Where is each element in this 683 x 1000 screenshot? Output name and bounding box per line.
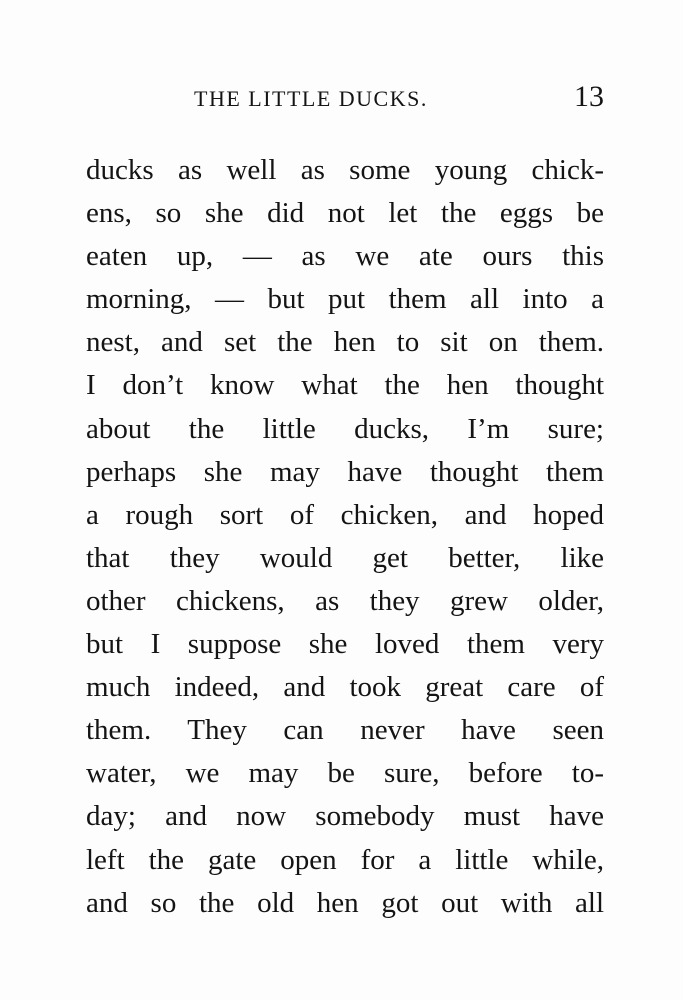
text-line: other chickens, as they grew older, (86, 584, 604, 617)
text-line: ducks as well as some young chick- (86, 154, 604, 186)
running-title: THE LITTLE DUCKS. (194, 86, 428, 111)
text-line: that they would get better, like (86, 541, 604, 574)
text-line: water, we may be sure, before to- (86, 757, 604, 790)
text-line: perhaps she may have thought them (86, 455, 604, 488)
text-line: much indeed, and took great care of (86, 671, 604, 704)
text-line: nest, and set the hen to sit on them. (86, 326, 604, 359)
running-head (86, 80, 604, 120)
text-line: ens, so she did not let the eggs be (86, 197, 604, 230)
text-line: eaten up, — as we ate ours this (86, 240, 604, 273)
text-line: and so the old hen got out with all (86, 886, 604, 919)
text-line: left the gate open for a little while, (86, 843, 604, 876)
page-number: 13 (574, 80, 604, 113)
text-line: them. They can never have seen (86, 714, 604, 747)
body-text (86, 149, 604, 925)
text-line: morning, — but put them all into a (86, 283, 604, 316)
text-line: I don’t know what the hen thought (86, 369, 604, 402)
text-line: about the little ducks, I’m sure; (86, 412, 604, 445)
text-line: a rough sort of chicken, and hoped (86, 498, 604, 531)
text-line: but I suppose she loved them very (86, 628, 604, 661)
text-line: day; and now somebody must have (86, 800, 604, 833)
